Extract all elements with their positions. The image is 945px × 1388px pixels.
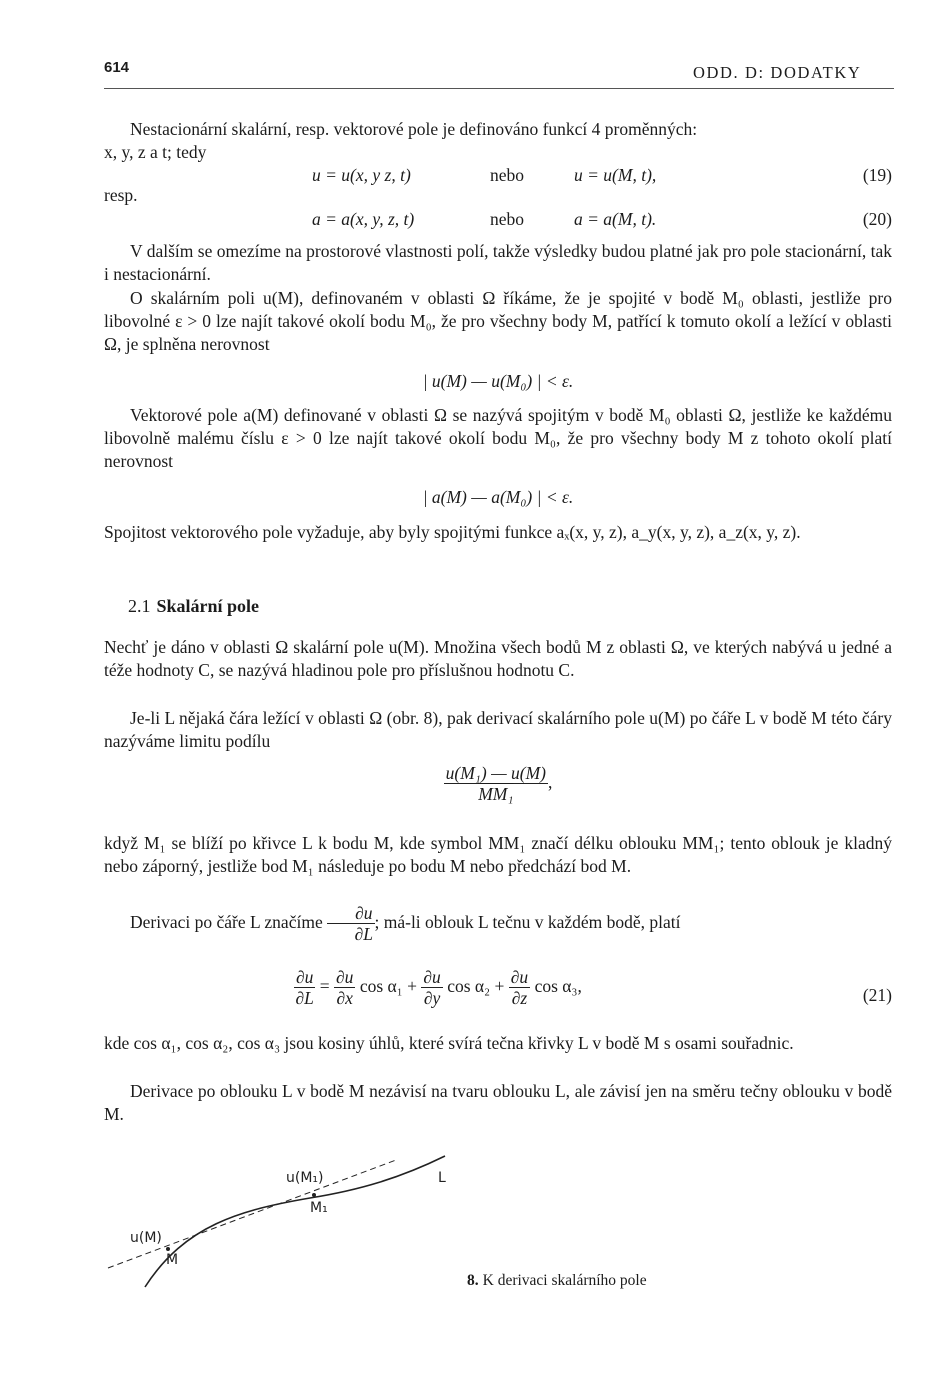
limit-denominator: MM₁	[478, 784, 514, 805]
eq21-frac-x	[334, 968, 355, 1008]
eq21-frac-x-n: ∂u	[336, 967, 354, 987]
paragraph-vector-functions	[104, 521, 892, 544]
notation-before: Derivaci po čáře L značíme	[130, 912, 323, 933]
equation-21	[104, 968, 892, 1018]
arc-text: když M₁ se blíží po křivce L k bodu M, kde symbol MM₁ značí délku oblouku MM₁; tento oblouk je kladný nebo záporný, jestliže bod M₁ následuje po bodu M nebo předchází bod M.	[104, 833, 892, 876]
paragraph-derivative-def	[104, 707, 892, 753]
eq21-frac-L	[294, 968, 315, 1008]
vector-continuity-text: Vektorové pole a(M) definované v oblasti Ω se nazývá spojitým v bodě M₀ oblasti Ω, jestliže ke každému libovolně malému číslu ε > 0 lze najít takové okolí bodu M₀, že pro všechny body M z tohoto okolí platí nerovnost	[104, 405, 892, 471]
page-number: 614	[104, 59, 130, 76]
label-uM1: u(M₁)	[286, 1170, 324, 1186]
label-M: M	[166, 1252, 179, 1268]
paragraph-vector-continuity	[104, 404, 892, 472]
eq19-number: (19)	[862, 165, 892, 185]
eq21-frac-y	[421, 968, 442, 1008]
inequality-scalar: | u(M) — u(M₀) | < ε.	[422, 371, 574, 391]
eq21-op-1: cos α₁ +	[355, 976, 422, 997]
limit-fraction	[104, 764, 892, 804]
derivative-def-text: Je-li L nějaká čára ležící v oblasti Ω (obr. 8), pak derivací skalárního pole u(M) po čáře L v bodě M této čáry nazýváme limitu podílu	[104, 708, 892, 751]
notation-frac	[327, 904, 374, 944]
eq21-frac-z-n: ∂u	[510, 967, 529, 987]
label-M1: M₁	[310, 1200, 328, 1216]
limit-trail: ,	[548, 772, 553, 793]
running-title: ODD. D: DODATKY	[693, 63, 862, 82]
eq21-frac-z	[509, 968, 530, 1008]
point-M1	[312, 1193, 316, 1197]
eq20-rhs: a = a(M, t).	[574, 209, 657, 229]
paragraph-notation	[104, 904, 892, 944]
paragraph-cosines	[104, 1032, 892, 1055]
eq21-op-0: =	[315, 976, 335, 997]
intro-line-2: x, y, z a t; tedy	[104, 141, 207, 162]
caption-number: 8.	[467, 1272, 479, 1289]
eq21-body	[294, 968, 582, 1008]
vector-functions-text: Spojitost vektorového pole vyžaduje, aby byly spojitými funkce aₓ(x, y, z), a_y(x, y, z), a_z(x, y, z).	[104, 522, 801, 542]
section-heading	[128, 595, 259, 618]
paragraph-arc	[104, 832, 892, 878]
eq20-conjunction: nebo	[490, 209, 525, 229]
eq21-op-2: cos α₂ +	[442, 976, 509, 997]
figure-8-diagram	[100, 1150, 460, 1290]
eq21-frac-x-d: ∂x	[336, 988, 353, 1009]
notation-text	[104, 904, 892, 944]
eq21-frac-y-n: ∂u	[423, 967, 441, 987]
section-title: Skalární pole	[156, 596, 260, 616]
paragraph-scope	[104, 240, 892, 286]
notation-after: ; má-li oblouk L tečnu v každém bodě, platí	[374, 912, 681, 933]
direction-text: Derivace po oblouku L v bodě M nezávisí na tvaru oblouku L, ale závisí jen na směru tečny oblouku v bodě M.	[104, 1081, 892, 1124]
eq19-lhs: u = u(x, y z, t)	[312, 165, 411, 185]
caption-text: K derivaci skalárního pole	[482, 1272, 647, 1289]
equation-19	[104, 164, 892, 188]
level-surface-text: Nechť je dáno v oblasti Ω skalární pole u(M). Množina všech bodů M z oblasti Ω, ve kterých nabývá u jedné a téže hodnoty C, se nazývá hladinou pole pro příslušnou hodnotu C.	[104, 637, 892, 680]
resp-word: resp.	[104, 185, 138, 205]
eq20-lhs: a = a(x, y, z, t)	[312, 209, 415, 229]
paragraph-level-surface	[104, 636, 892, 682]
equation-20	[104, 208, 892, 232]
eq21-frac-L-d: ∂L	[295, 988, 314, 1009]
scalar-continuity-text: O skalárním poli u(M), definovaném v oblasti Ω říkáme, že je spojité v bodě M₀ oblasti, jestliže pro libovolné ε > 0 lze najít takové okolí bodu M₀, že pro všechny body M, patřící k tomuto okolí a ležící v oblasti Ω, je splněna nerovnost	[104, 288, 892, 354]
eq20-number: (20)	[862, 209, 892, 229]
paragraph-scalar-continuity	[104, 287, 892, 355]
paragraph-intro	[104, 118, 892, 164]
header-rule	[104, 88, 894, 89]
limit-numerator: u(M₁) — u(M)	[445, 763, 546, 783]
label-uM: u(M)	[130, 1230, 162, 1246]
point-M	[166, 1247, 170, 1251]
eq19-conjunction: nebo	[490, 165, 525, 185]
notation-frac-den: ∂L	[354, 924, 373, 945]
scope-text: V dalším se omezíme na prostorové vlastnosti polí, takže výsledky budou platné jak pro pole stacionární, tak i nestacionární.	[104, 241, 892, 284]
section-number: 2.1	[128, 596, 151, 616]
figure-caption	[467, 1271, 647, 1291]
eq19-rhs: u = u(M, t),	[574, 165, 657, 185]
label-L: L	[438, 1170, 446, 1186]
paragraph-direction	[104, 1080, 892, 1126]
eq21-frac-L-n: ∂u	[296, 967, 314, 987]
notation-frac-num: ∂u	[327, 904, 374, 924]
eq21-number: (21)	[862, 985, 892, 1005]
eq21-frac-z-d: ∂z	[511, 988, 528, 1009]
inequality-vector: | a(M) — a(M₀) | < ε.	[422, 487, 574, 507]
eq21-op-3: cos α₃,	[530, 976, 582, 997]
eq21-frac-y-d: ∂y	[423, 988, 441, 1009]
limit-frac	[444, 764, 548, 804]
intro-line-1: Nestacionární skalární, resp. vektorové pole je definováno funkcí 4 proměnných:	[130, 119, 698, 139]
secant-line	[108, 1160, 396, 1268]
cosines-text: kde cos α₁, cos α₂, cos α₃ jsou kosiny úhlů, které svírá tečna křivky L v bodě M s osami souřadnic.	[104, 1033, 794, 1053]
